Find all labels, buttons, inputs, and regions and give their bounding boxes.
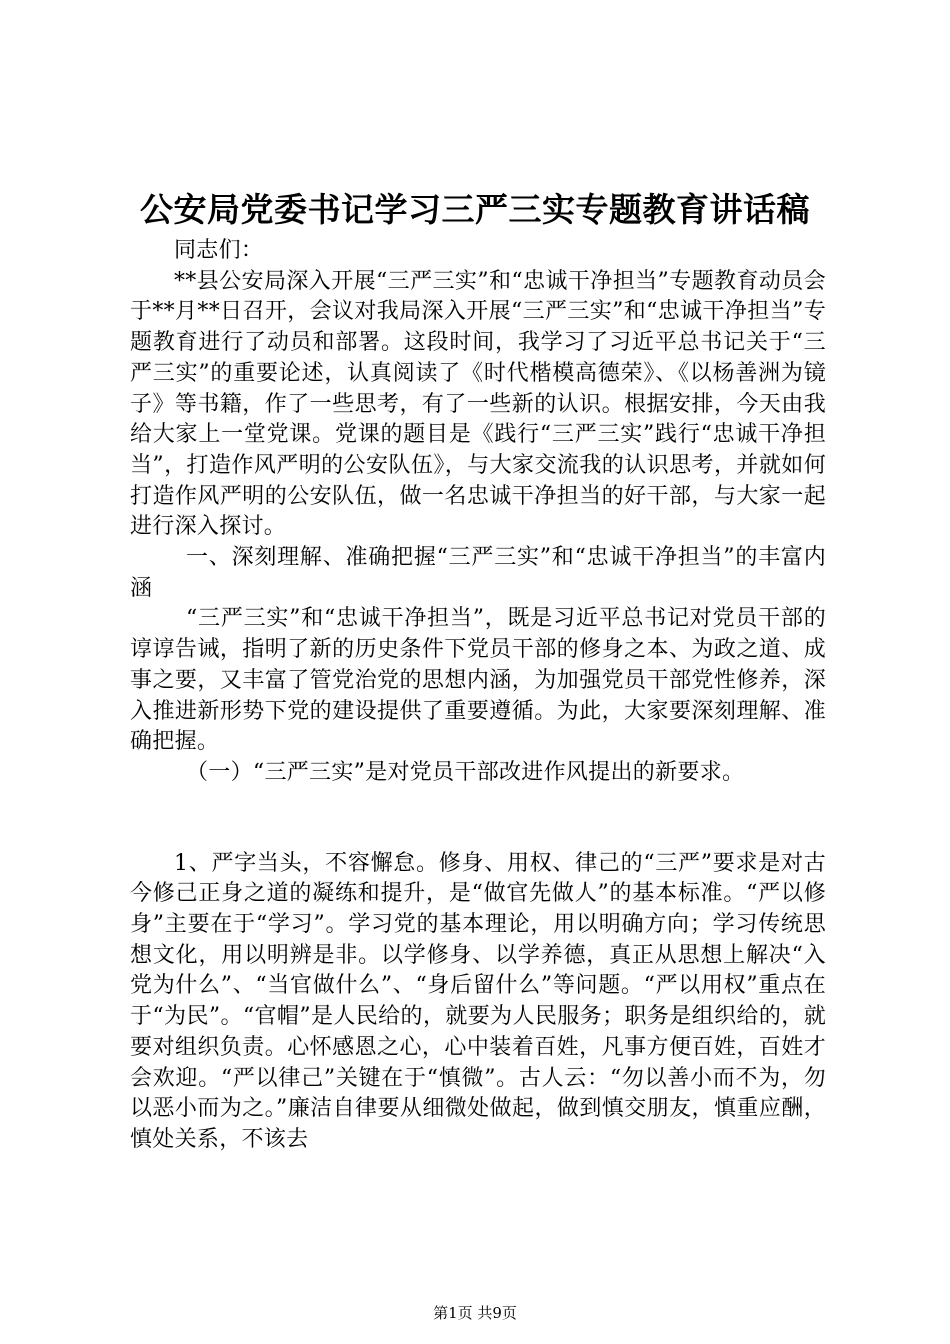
point-1-paragraph: 1、严字当头，不容懈怠。修身、用权、律己的“三严”要求是对古今修己正身之道的凝练和提升，是“做官先做人”的基本标准。“严以修身”主要在于“学习”。学习党的基本理论，用以明确方向；学习传统思想文化，用以明辨是非。以学修身、以学养德，真正从思想上解决“入党为什么”、“当官做什么”、“身后留什么”等问题。“严以用权”重点在于“为民”。“官帽”是人民给的，就要为人民服务；职务是组织给的，就要对组织负责。心怀感恩之心，心中装着百姓，凡事方便百姓，百姓才会欢迎。“严以律己”关键在于“慎微”。古人云：“勿以善小而不为，勿以恶小而为之。”廉洁自律要从细微处做起，做到慎交朋友，慎重应酬，慎处关系，不该去 <box>130 850 826 1152</box>
subsection-heading-1: （一）“三严三实”是对党员干部改进作风提出的新要求。 <box>186 759 745 785</box>
section-1-paragraph: “三严三实”和“忠诚干净担当”，既是习近平总书记对党员干部的谆谆告诫，指明了新的历史条件下党员干部的修身之本、为政之道、成事之要，又丰富了管党治党的思想内涵，为加强党员干部党性修养，深入推进新形势下党的建设提供了重要遵循。为此，大家要深刻理解、准确把握。 <box>130 606 826 755</box>
document-body <box>130 236 826 1156</box>
paragraph-spacer <box>130 789 826 849</box>
salutation-paragraph: 同志们： <box>174 238 264 263</box>
document-title: 公安局党委书记学习三严三实专题教育讲话稿 <box>140 190 810 229</box>
intro-paragraph: **县公安局深入开展“三严三实”和“忠诚干净担当”专题教育动员会于**月**日召开，会议对我局深入开展“三严三实”和“忠诚干净担当”专题教育进行了动员和部署。这段时间，我学习了习近平总书记关于“三严三实”的重要论述，认真阅读了《时代楷模高德荣》、《以杨善洲为镜子》等书籍，作了一些思考，有了一些新的认识。根据安排，今天由我给大家上一堂党课。党课的题目是《践行“三严三实”践行“忠诚干净担当”，打造作风严明的公安队伍》，与大家交流我的认识思考，并就如何打造作风严明的公安队伍，做一名忠诚干净担当的好干部，与大家一起进行深入探讨。 <box>130 268 826 540</box>
page-number-footer: 第1页 共9页 <box>433 1304 517 1322</box>
section-heading-1: 一、深刻理解、准确把握“三严三实”和“忠诚干净担当”的丰富内涵 <box>130 545 826 601</box>
